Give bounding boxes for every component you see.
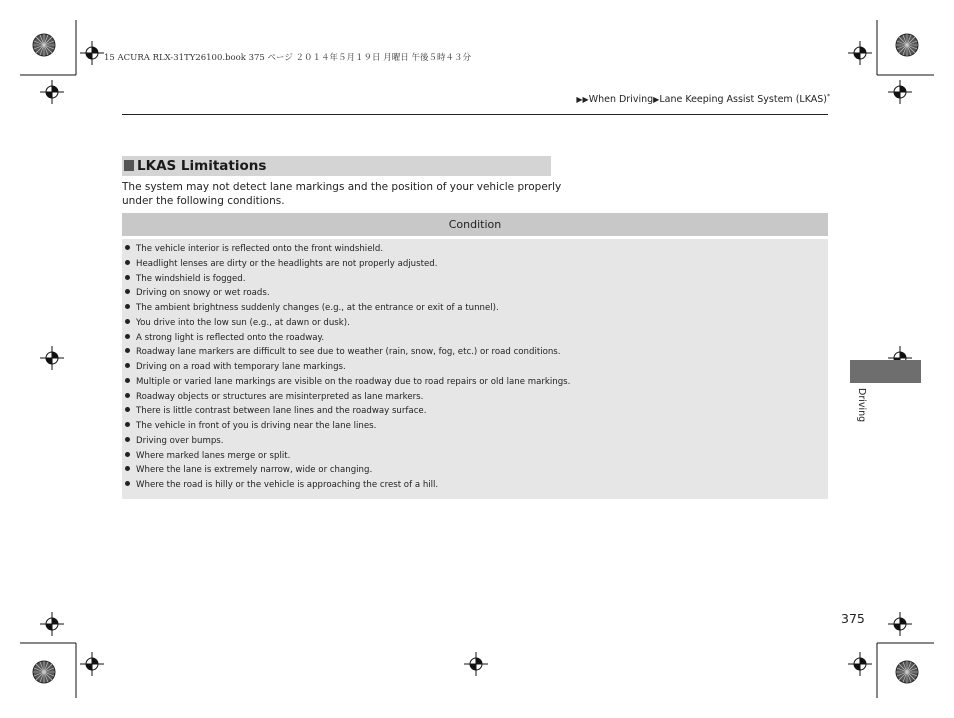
- bullet-icon: [125, 393, 130, 398]
- condition-text: There is little contrast between lane lines and the roadway surface.: [136, 406, 427, 417]
- condition-item: [125, 331, 828, 346]
- condition-text: The ambient brightness suddenly changes (e.g., at the entrance or exit of a tunnel).: [136, 303, 499, 313]
- condition-item: [125, 463, 828, 478]
- chapter-tab-label: Driving: [856, 388, 867, 423]
- bullet-icon: [125, 481, 130, 486]
- condition-text: The vehicle interior is reflected onto the front windshield.: [136, 244, 384, 254]
- condition-text: Where the road is hilly or the vehicle is approaching the crest of a hill.: [136, 480, 439, 490]
- breadcrumb-part1: When Driving: [588, 94, 654, 106]
- bullet-icon: [125, 437, 130, 442]
- bullet-icon: [125, 304, 130, 309]
- intro-paragraph: The system may not detect lane markings and the position of your vehicle properly under the following conditions.: [122, 181, 562, 207]
- condition-item: [125, 345, 828, 360]
- condition-text: Driving over bumps.: [136, 435, 224, 446]
- condition-item: [125, 434, 828, 449]
- condition-text: Headlight lenses are dirty or the headlights are not properly adjusted.: [136, 258, 438, 269]
- condition-text: Driving on snowy or wet roads.: [136, 288, 270, 299]
- condition-text: The windshield is fogged.: [136, 273, 246, 284]
- breadcrumb-part2: Lane Keeping Assist System (LKAS): [659, 94, 827, 106]
- condition-item: [125, 478, 828, 493]
- breadcrumb: [576, 93, 830, 105]
- bullet-icon: [125, 452, 130, 457]
- bullet-icon: [125, 275, 130, 280]
- bullet-icon: [125, 363, 130, 368]
- condition-text: Roadway objects or structures are misinterpreted as lane markers.: [136, 391, 424, 402]
- condition-text: The vehicle in front of you is driving near the lane lines.: [136, 421, 377, 431]
- condition-text: You drive into the low sun (e.g., at dawn or dusk).: [136, 317, 350, 328]
- condition-item: [125, 272, 828, 287]
- condition-item: [125, 257, 828, 272]
- bullet-icon: [125, 319, 130, 324]
- condition-item: [125, 390, 828, 405]
- header-rule: [122, 114, 828, 115]
- condition-item: [125, 301, 828, 316]
- page-number: 375: [841, 611, 865, 626]
- section-heading: [122, 156, 551, 176]
- bullet-icon: [125, 348, 130, 353]
- condition-text: Driving on a road with temporary lane markings.: [136, 362, 346, 372]
- bullet-icon: [125, 378, 130, 383]
- section-title: LKAS Limitations: [137, 158, 267, 174]
- condition-item: [125, 242, 828, 257]
- condition-item: [125, 419, 828, 434]
- bullet-icon: [125, 466, 130, 471]
- bullet-icon: [125, 407, 130, 412]
- chapter-tab: [850, 360, 921, 383]
- condition-item: [125, 449, 828, 464]
- bullet-icon: [125, 422, 130, 427]
- condition-text: Roadway lane markers are difficult to see due to weather (rain, snow, fog, etc.) or road conditions.: [136, 347, 561, 358]
- arrow-icon: ▶: [653, 95, 660, 105]
- condition-list: [122, 239, 828, 493]
- double-arrow-icon: ▶▶: [576, 95, 589, 105]
- square-bullet-icon: [124, 160, 134, 171]
- bullet-icon: [125, 334, 130, 339]
- condition-item: [125, 316, 828, 331]
- condition-text: Multiple or varied lane markings are visible on the roadway due to road repairs or old lane markings.: [136, 376, 571, 387]
- condition-table-body: [122, 239, 828, 499]
- condition-text: Where the lane is extremely narrow, wide or changing.: [136, 465, 373, 476]
- bullet-icon: [125, 260, 130, 265]
- condition-item: [125, 360, 828, 375]
- condition-table-header: Condition: [122, 213, 828, 236]
- bullet-icon: [125, 245, 130, 250]
- condition-text: Where marked lanes merge or split.: [136, 450, 291, 461]
- condition-text: A strong light is reflected onto the roadway.: [136, 332, 325, 343]
- bullet-icon: [125, 289, 130, 294]
- condition-item: [125, 404, 828, 419]
- file-header: 15 ACURA RLX-31TY26100.book 375 ページ ２０１４年５月１９日 月曜日 午後５時４３分: [104, 53, 471, 63]
- condition-item: [125, 286, 828, 301]
- condition-item: [125, 375, 828, 390]
- footnote-mark: *: [827, 93, 830, 100]
